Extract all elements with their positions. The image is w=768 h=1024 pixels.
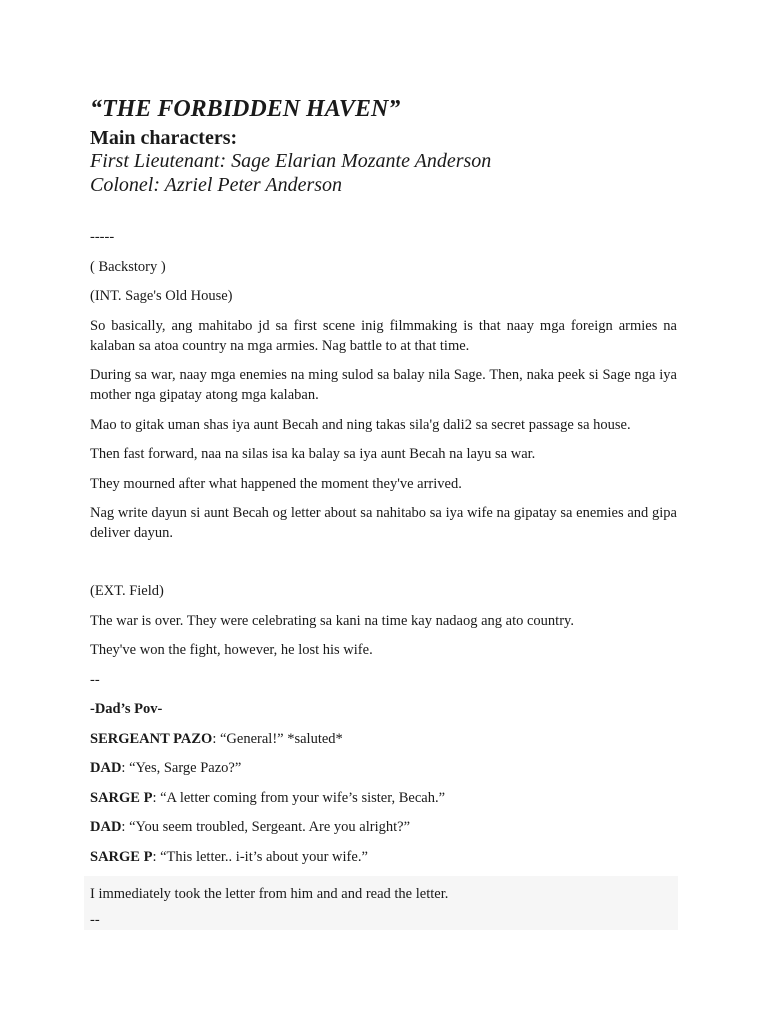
script-body: [90, 227, 677, 876]
scene-heading: (INT. Sage's Old House): [90, 288, 233, 304]
main-characters-heading: Main characters:: [90, 127, 238, 149]
paragraph: Then fast forward, naa na silas isa ka balay sa iya aunt Becah na layu sa war.: [90, 446, 536, 462]
speaker-name: DAD: [90, 760, 122, 776]
paragraph: Mao to gitak uman shas iya aunt Becah and ning takas sila'g dali2 sa secret passage sa house.: [90, 416, 631, 433]
closing-paragraph: I immediately took the letter from him and and read the letter.: [90, 886, 449, 902]
dialogue-line: [90, 817, 677, 837]
backstory-label: ( Backstory ): [90, 258, 166, 275]
pov-label-text: -Dad’s Pov-: [90, 701, 163, 717]
dialogue-text: : “This letter.. i-it’s about your wife.”: [152, 848, 368, 865]
character-line: Colonel: Azriel Peter Anderson: [90, 174, 343, 196]
pov-label: [90, 699, 677, 719]
speaker-name: DAD: [90, 819, 122, 835]
dialogue-line: [90, 847, 677, 867]
speaker-name: SERGEANT PAZO: [90, 730, 213, 747]
separator: --: [90, 671, 100, 688]
paragraph: Nag write dayun si aunt Becah og letter about sa nahitabo sa iya wife na gipatay sa enemies and gipa deliver dayun.: [90, 505, 677, 541]
speaker-name: SARGE P: [90, 848, 153, 865]
separator: --: [90, 912, 100, 928]
dialogue-line: [90, 758, 677, 778]
dialogue-text: : “General!” *saluted*: [212, 730, 343, 747]
dialogue-text: : “You seem troubled, Sergeant. Are you alright?”: [121, 819, 411, 835]
document-title: “THE FORBIDDEN HAVEN”: [90, 96, 401, 122]
paragraph: They mourned after what happened the moment they've arrived.: [90, 475, 462, 492]
highlighted-block: [84, 876, 678, 930]
paragraph: They've won the fight, however, he lost his wife.: [90, 642, 373, 658]
separator: -----: [90, 229, 115, 245]
speaker-name: SARGE P: [90, 789, 153, 806]
paragraph: So basically, ang mahitabo jd sa first scene inig filmmaking is that naay mga foreign armies na kalaban sa atoa country na mga armies. Nag battle to at that time.: [90, 317, 677, 354]
dialogue-text: : “A letter coming from your wife’s sister, Becah.”: [152, 789, 446, 806]
dialogue-line: [90, 729, 677, 749]
dialogue-line: [90, 788, 677, 808]
scene-heading: (EXT. Field): [90, 583, 164, 599]
character-line: First Lieutenant: Sage Elarian Mozante Anderson: [90, 150, 492, 172]
paragraph: The war is over. They were celebrating sa kani na time kay nadaog ang ato country.: [90, 612, 574, 629]
paragraph: During sa war, naay mga enemies na ming sulod sa balay nila Sage. Then, naka peek si Sage nga iya mother nga gipatay atong mga kalaban.: [90, 367, 677, 403]
dialogue-text: : “Yes, Sarge Pazo?”: [121, 760, 242, 776]
